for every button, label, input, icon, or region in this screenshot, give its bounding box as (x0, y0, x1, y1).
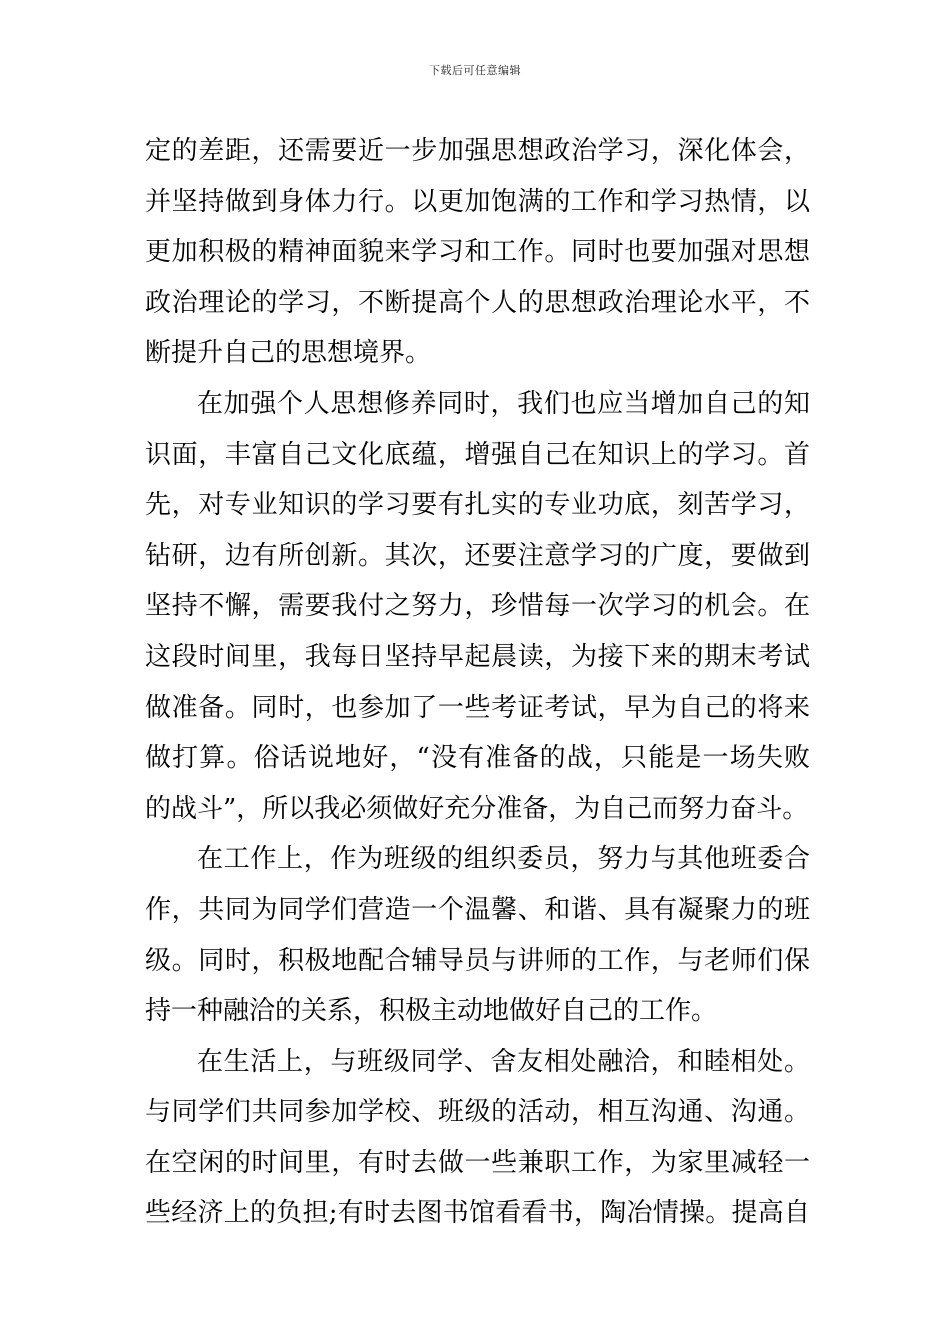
document-body (145, 126, 810, 1239)
text-line: 识面，丰富自己文化底蕴，增强自己在知识上的学习。首 (145, 439, 810, 470)
text-line: 在加强个人思想修养同时，我们也应当增加自己的知 (197, 388, 810, 419)
text-line: 在空闲的时间里，有时去做一些兼职工作，为家里减轻一 (145, 1147, 810, 1178)
text-line: 定的差距，还需要近一步加强思想政治学习，深化体会， (145, 136, 810, 166)
text-line: 级。同时，积极地配合辅导员与讲师的工作，与老师们保 (145, 945, 810, 976)
text-line: 并坚持做到身体力行。以更加饱满的工作和学习热情，以 (145, 186, 810, 217)
text-line: 政治理论的学习，不断提高个人的思想政治理论水平，不 (145, 287, 810, 318)
text-line: 坚持不懈，需要我付之努力，珍惜每一次学习的机会。在 (145, 591, 810, 622)
text-line: 先，对专业知识的学习要有扎实的专业功底，刻苦学习， (145, 490, 810, 521)
text-line: 在生活上，与班级同学、舍友相处融洽，和睦相处。 (197, 1046, 810, 1077)
text-line: 做打算。俗话说地好，“没有准备的战，只能是一场失败 (145, 743, 810, 774)
text-line: 这段时间里，我每日坚持早起晨读，为接下来的期末考试 (145, 641, 810, 672)
text-line: 做准备。同时，也参加了一些考证考试，早为自己的将来 (145, 692, 810, 723)
text-line: 作，共同为同学们营造一个温馨、和谐、具有凝聚力的班 (145, 894, 810, 925)
text-line: 的战斗”，所以我必须做好充分准备，为自己而努力奋斗。 (145, 793, 809, 824)
text-line: 断提升自己的思想境界。 (145, 338, 432, 369)
text-line: 与同学们共同参加学校、班级的活动，相互沟通、沟通。 (145, 1097, 810, 1128)
page-header: 下载后可任意编辑 (429, 64, 521, 77)
text-line: 在工作上，作为班级的组织委员，努力与其他班委合 (197, 844, 810, 875)
text-line: 些经济上的负担;有时去图书馆看看书，陶冶情操。提高自 (145, 1198, 810, 1229)
text-line: 持一种融洽的关系，积极主动地做好自己的工作。 (145, 996, 718, 1027)
text-line: 钻研，边有所创新。其次，还要注意学习的广度，要做到 (145, 540, 810, 571)
text-line: 更加积极的精神面貌来学习和工作。同时也要加强对思想 (145, 237, 810, 268)
